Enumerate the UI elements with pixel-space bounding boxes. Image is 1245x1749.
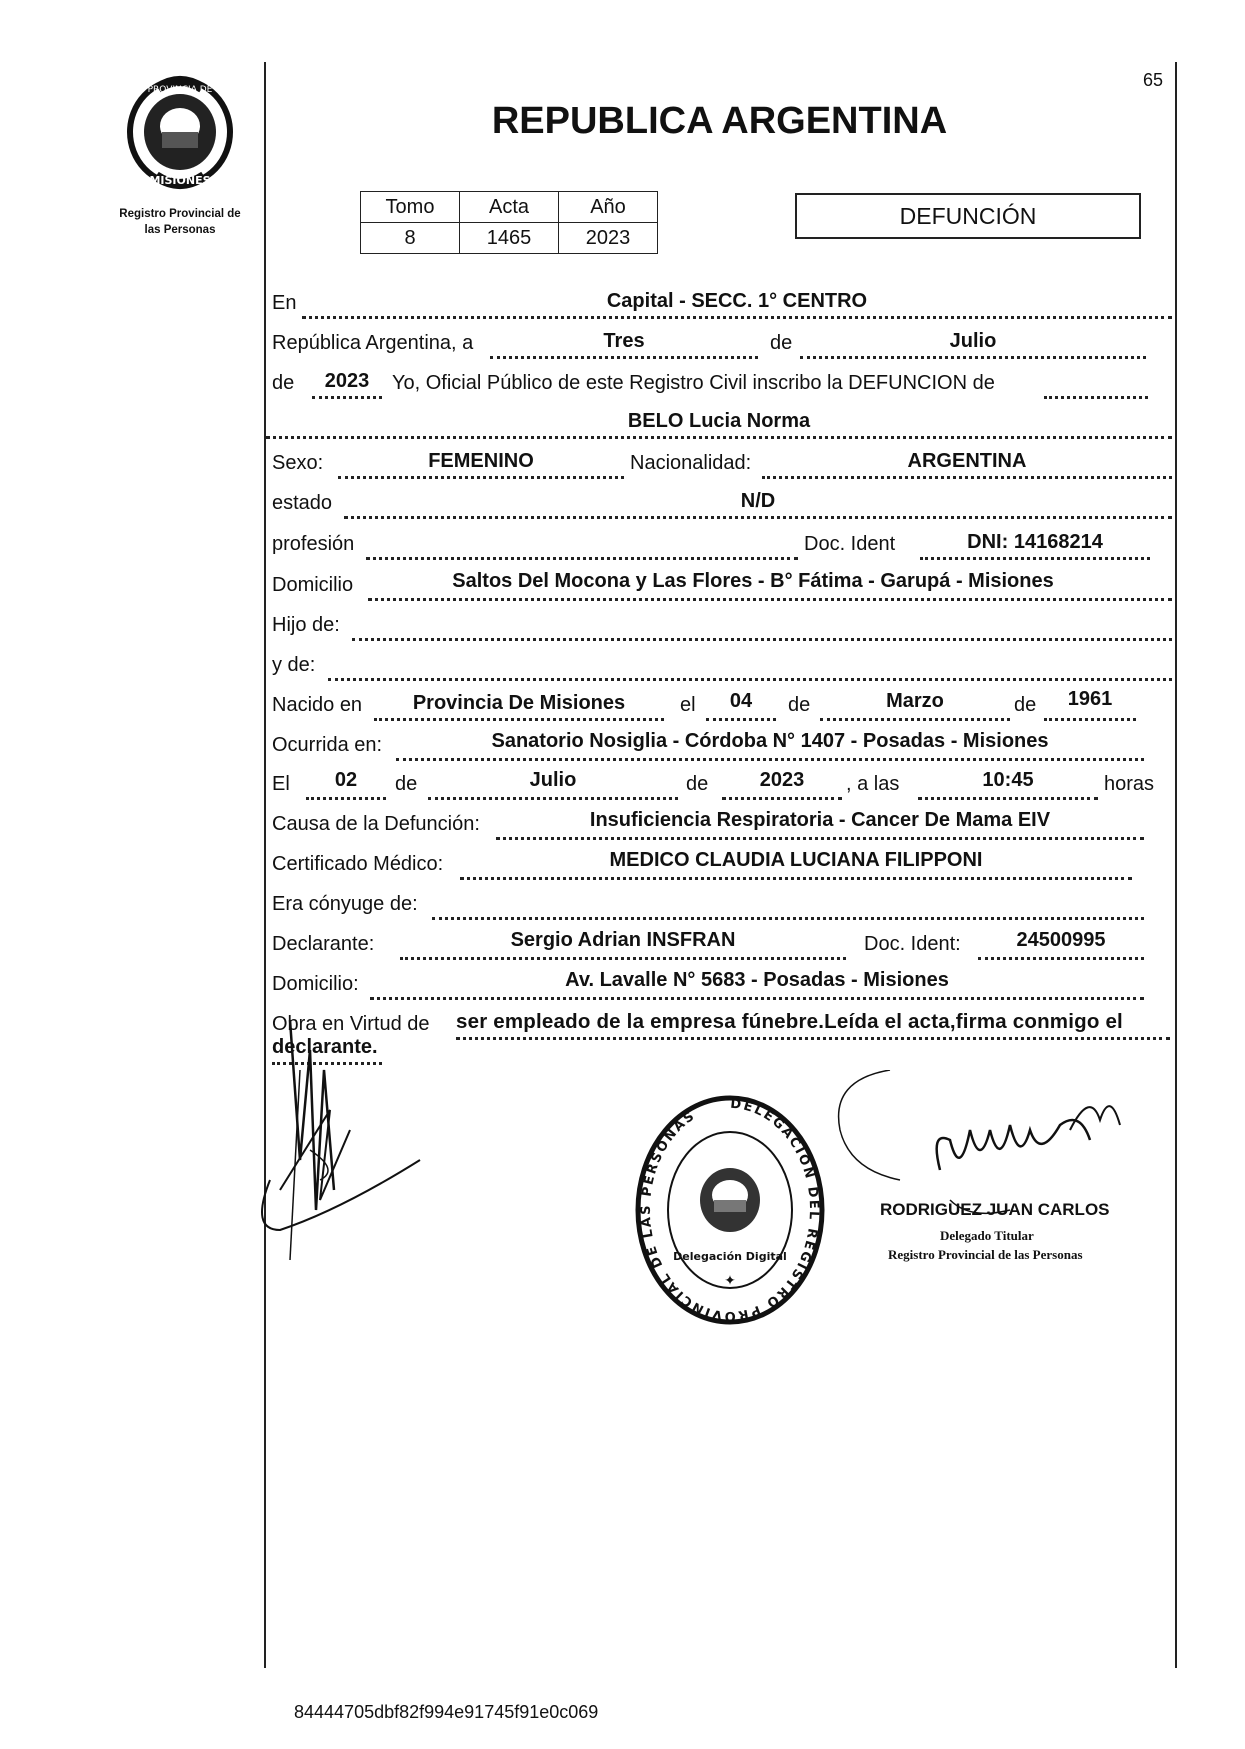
domicilio2-line <box>370 997 1144 1000</box>
dia-value: Tres <box>603 330 645 352</box>
obra-line1 <box>456 1037 1170 1040</box>
profesion-label: profesión <box>272 533 355 555</box>
en-value: Capital - SECC. 1° CENTRO <box>606 290 868 312</box>
yde-label: y de: <box>272 654 316 676</box>
yo-text: Yo, Oficial Público de este Registro Civil inscribo la DEFUNCION de <box>392 372 995 394</box>
domicilio-label: Domicilio <box>272 574 354 596</box>
def-dia-value: 02 <box>334 769 358 791</box>
ocurrida-line <box>396 758 1144 761</box>
de3-label: de <box>788 694 811 716</box>
official-office: Registro Provincial de las Personas <box>888 1247 1083 1262</box>
hijo-label: Hijo de: <box>272 614 340 636</box>
mes-value: Julio <box>949 330 997 352</box>
nacido-value: Provincia De Misiones <box>412 692 626 714</box>
obra-value-line1: ser empleado de la empresa fúnebre.Leída el acta,firma conmigo el <box>456 1010 1123 1033</box>
doc-ident2-value: 24500995 <box>1016 929 1106 951</box>
profesion-line <box>366 557 798 560</box>
obra-value-line2: declarante. <box>272 1036 378 1058</box>
de2-label: de <box>272 372 295 394</box>
left-margin-line <box>264 62 266 1668</box>
alas-label: , a las <box>846 773 900 795</box>
tomo-value: 8 <box>361 223 460 254</box>
nombre-line <box>266 436 1172 439</box>
def-mes-line <box>428 797 678 800</box>
ocurrida-label: Ocurrida en: <box>272 734 383 756</box>
svg-text:PROVINCIA DE: PROVINCIA DE <box>147 85 213 95</box>
doc-ident-value: DNI: 14168214 <box>967 531 1103 553</box>
certificado-line <box>460 877 1132 880</box>
conyuge-line <box>432 917 1144 920</box>
declarante-value: Sergio Adrian INSFRAN <box>510 929 736 951</box>
svg-text:Delegación Digital: Delegación Digital <box>673 1250 787 1263</box>
en-label: En <box>272 292 297 314</box>
nac-anio-value: 1961 <box>1067 688 1113 710</box>
causa-label: Causa de la Defunción: <box>272 813 480 835</box>
de-label: de <box>770 332 793 354</box>
acta-value: 1465 <box>460 223 559 254</box>
def-dia-line <box>306 797 386 800</box>
nacionalidad-line <box>762 476 1172 479</box>
nacionalidad-value: ARGENTINA <box>907 450 1027 472</box>
nacido-label: Nacido en <box>272 694 363 716</box>
hijo-line <box>352 638 1172 641</box>
document-type-box: DEFUNCIÓN <box>795 193 1141 239</box>
domicilio2-label: Domicilio: <box>272 973 359 995</box>
def-mes-value: Julio <box>529 769 577 791</box>
official-role: Delegado Titular <box>940 1228 1034 1243</box>
nac-anio-line <box>1044 718 1136 721</box>
page-number: 65 <box>1143 70 1164 90</box>
sexo-value: FEMENINO <box>428 450 534 472</box>
svg-text:MISIONES: MISIONES <box>149 174 211 187</box>
estado-line <box>344 516 1172 519</box>
domicilio-line <box>368 598 1172 601</box>
official-stamp <box>630 1090 830 1330</box>
registry-caption: Registro Provincial de las Personas <box>119 208 241 236</box>
anio-value-text: 2023 <box>324 370 370 392</box>
el-label: el <box>680 694 696 716</box>
de4-label: de <box>1014 694 1037 716</box>
document-hash: 84444705dbf82f994e91745f91e0c069 <box>294 1702 599 1722</box>
ocurrida-value: Sanatorio Nosiglia - Córdoba N° 1407 - Posadas - Misiones <box>491 730 1049 752</box>
declarante-label: Declarante: <box>272 933 375 955</box>
def-hora-line <box>918 797 1098 800</box>
mes-line <box>800 356 1146 359</box>
sexo-line <box>338 476 624 479</box>
declarante-line <box>400 957 846 960</box>
anio-header: Año <box>559 192 658 223</box>
doc-ident2-label: Doc. Ident: <box>864 933 961 955</box>
doc-ident-label: Doc. Ident <box>804 533 896 555</box>
doc-ident2-line <box>978 957 1144 960</box>
certificado-value: MEDICO CLAUDIA LUCIANA FILIPPONI <box>609 849 983 871</box>
nombre-value: BELO Lucia Norma <box>627 410 811 432</box>
svg-text:DELEGACION DEL REGISTRO PROVIN: DELEGACION DEL REGISTRO PROVINCIAL DE LAS PERSONAS <box>638 1096 822 1324</box>
certificado-label: Certificado Médico: <box>272 853 444 875</box>
official-name: RODRIGUEZ JUAN CARLOS <box>880 1200 1110 1219</box>
causa-line <box>496 837 1144 840</box>
yde-line <box>328 678 1172 681</box>
declarante-signature <box>250 1010 430 1270</box>
def-anio-value: 2023 <box>759 769 805 791</box>
de5-label: de <box>395 773 418 795</box>
nacionalidad-label: Nacionalidad: <box>630 452 752 474</box>
acta-header: Acta <box>460 192 559 223</box>
tomo-header: Tomo <box>361 192 460 223</box>
de6-label: de <box>686 773 709 795</box>
def-hora-value: 10:45 <box>982 769 1034 791</box>
nac-dia-line <box>706 718 776 721</box>
def-anio-line <box>722 797 842 800</box>
dia-line <box>490 356 758 359</box>
en-line <box>302 316 1172 319</box>
acta-table <box>360 191 658 254</box>
anio-value: 2023 <box>559 223 658 254</box>
province-emblem <box>118 74 242 194</box>
nacido-line <box>374 718 664 721</box>
nac-mes-value: Marzo <box>886 690 944 712</box>
right-margin-line <box>1175 62 1177 1668</box>
estado-value: N/D <box>740 490 776 512</box>
page-title: REPUBLICA ARGENTINA <box>491 100 948 142</box>
estado-label: estado <box>272 492 333 514</box>
domicilio-value: Saltos Del Mocona y Las Flores - B° Fátima - Garupá - Misiones <box>452 570 1054 592</box>
sexo-label: Sexo: <box>272 452 324 474</box>
doc-ident-line <box>920 557 1150 560</box>
obra-label: Obra en Virtud de <box>272 1013 430 1035</box>
conyuge-label: Era cónyuge de: <box>272 893 418 915</box>
el2-label: El <box>272 773 290 795</box>
republica-label: República Argentina, a <box>272 332 474 354</box>
yo-line <box>1044 396 1148 399</box>
horas-label: horas <box>1104 773 1155 795</box>
nac-dia-value: 04 <box>729 690 753 712</box>
anio-line <box>312 396 382 399</box>
stamp-star-icon: ✦ <box>724 1272 736 1288</box>
nac-mes-line <box>820 718 1010 721</box>
domicilio2-value: Av. Lavalle N° 5683 - Posadas - Misiones <box>565 969 949 991</box>
causa-value: Insuficiencia Respiratoria - Cancer De Mama EIV <box>589 809 1051 831</box>
